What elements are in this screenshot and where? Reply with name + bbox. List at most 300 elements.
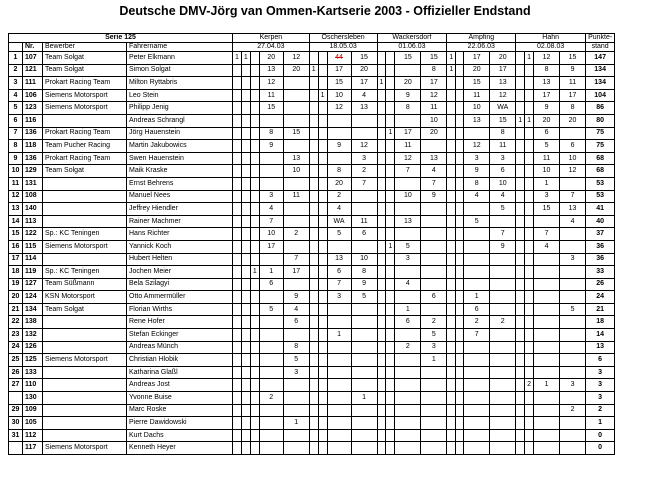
result-cell: [516, 278, 525, 291]
table-row: [9, 77, 615, 90]
table-row: [9, 253, 615, 266]
rank: 31: [9, 429, 23, 442]
result-cell: [525, 404, 534, 417]
result-cell: 1: [241, 52, 250, 65]
result-cell: 7: [259, 215, 283, 228]
team-name: [43, 429, 127, 442]
driver-name: Maik Kraske: [127, 165, 233, 178]
event-date: 02.08.03: [516, 43, 586, 52]
result-cell: [525, 442, 534, 455]
team-name: Siemens Motorsport: [43, 89, 127, 102]
result-cell: 7: [351, 177, 377, 190]
result-cell: 1: [309, 64, 318, 77]
team-name: Prokart Racing Team: [43, 127, 127, 140]
result-cell: [516, 404, 525, 417]
table-row: [9, 228, 615, 241]
result-cell: [447, 102, 456, 115]
start-number: 117: [23, 442, 43, 455]
result-cell: [309, 429, 318, 442]
table-row: [9, 379, 615, 392]
result-cell: [233, 442, 242, 455]
result-cell: 13: [490, 77, 516, 90]
result-cell: [259, 442, 283, 455]
event-date: 18.05.03: [309, 43, 377, 52]
result-cell: [241, 89, 250, 102]
result-cell: [233, 404, 242, 417]
result-cell: [318, 77, 327, 90]
result-cell: [421, 366, 447, 379]
result-cell: [534, 278, 560, 291]
rank: [9, 392, 23, 405]
result-cell: 4: [283, 303, 309, 316]
result-cell: [259, 152, 283, 165]
result-cell: [395, 442, 421, 455]
result-cell: [386, 379, 395, 392]
result-cell: 7: [490, 228, 516, 241]
result-cell: [534, 392, 560, 405]
result-cell: [377, 64, 386, 77]
result-cell: [516, 392, 525, 405]
result-cell: 3: [534, 190, 560, 203]
table-row: [9, 215, 615, 228]
event-name: Wackersdorf: [377, 34, 447, 43]
result-cell: [309, 114, 318, 127]
result-cell: 8: [327, 165, 351, 178]
result-cell: [377, 140, 386, 153]
result-cell: [309, 366, 318, 379]
result-cell: [233, 303, 242, 316]
result-cell: [421, 140, 447, 153]
team-name: [43, 341, 127, 354]
result-cell: [241, 253, 250, 266]
result-cell: [560, 127, 586, 140]
result-cell: [464, 404, 490, 417]
result-cell: 12: [490, 89, 516, 102]
result-cell: [525, 215, 534, 228]
result-cell: [318, 240, 327, 253]
result-cell: 17: [464, 52, 490, 65]
result-cell: 1: [395, 303, 421, 316]
result-cell: 2: [525, 379, 534, 392]
result-cell: [233, 366, 242, 379]
result-cell: 1: [283, 417, 309, 430]
result-cell: 8: [283, 341, 309, 354]
result-cell: [516, 303, 525, 316]
driver-name: Rainer Machmer: [127, 215, 233, 228]
points-total: 40: [586, 215, 615, 228]
result-cell: [534, 366, 560, 379]
team-name: Siemens Motorsport: [43, 354, 127, 367]
result-cell: [456, 341, 464, 354]
start-number: 138: [23, 316, 43, 329]
event-name: Hahn: [516, 34, 586, 43]
team-name: [43, 114, 127, 127]
result-cell: [447, 442, 456, 455]
result-cell: [259, 379, 283, 392]
result-cell: [516, 127, 525, 140]
result-cell: 5: [327, 228, 351, 241]
driver-name: Katharina Glaßl: [127, 366, 233, 379]
result-cell: [421, 266, 447, 279]
result-cell: 17: [395, 127, 421, 140]
points-total: 0: [586, 429, 615, 442]
result-cell: 12: [395, 152, 421, 165]
table-row: [9, 152, 615, 165]
result-cell: 2: [490, 316, 516, 329]
result-cell: [241, 303, 250, 316]
result-cell: [233, 429, 242, 442]
result-cell: 10: [283, 165, 309, 178]
result-cell: [327, 152, 351, 165]
result-cell: [560, 278, 586, 291]
result-cell: [250, 442, 259, 455]
result-cell: [464, 366, 490, 379]
result-cell: [447, 417, 456, 430]
result-cell: [525, 89, 534, 102]
driver-name: Kurt Dachs: [127, 429, 233, 442]
result-cell: [283, 329, 309, 342]
result-cell: 12: [327, 102, 351, 115]
result-cell: [250, 303, 259, 316]
result-cell: [447, 165, 456, 178]
rank: 23: [9, 329, 23, 342]
driver-name: Stefan Eckinger: [127, 329, 233, 342]
result-cell: 6: [327, 266, 351, 279]
result-cell: [377, 291, 386, 304]
result-cell: [490, 379, 516, 392]
result-cell: [250, 203, 259, 216]
result-cell: [464, 442, 490, 455]
points-total: 37: [586, 228, 615, 241]
result-cell: [327, 442, 351, 455]
result-cell: [241, 429, 250, 442]
result-cell: [250, 140, 259, 153]
result-cell: [309, 341, 318, 354]
result-cell: [283, 429, 309, 442]
points-total: 24: [586, 291, 615, 304]
result-cell: [456, 379, 464, 392]
result-cell: [560, 316, 586, 329]
result-cell: [327, 379, 351, 392]
result-cell: [318, 266, 327, 279]
result-cell: [395, 354, 421, 367]
driver-name: Simon Solgat: [127, 64, 233, 77]
result-cell: [447, 366, 456, 379]
result-cell: 8: [395, 102, 421, 115]
result-cell: 15: [259, 102, 283, 115]
result-cell: [233, 329, 242, 342]
result-cell: [534, 303, 560, 316]
result-cell: 1: [464, 291, 490, 304]
result-cell: [386, 266, 395, 279]
result-cell: 13: [395, 215, 421, 228]
result-cell: 15: [534, 203, 560, 216]
result-cell: [516, 215, 525, 228]
result-cell: 1: [525, 52, 534, 65]
rank: 15: [9, 228, 23, 241]
team-name: [43, 190, 127, 203]
rank: 5: [9, 102, 23, 115]
result-cell: [233, 203, 242, 216]
result-cell: [318, 442, 327, 455]
result-cell: 12: [560, 165, 586, 178]
result-cell: [534, 341, 560, 354]
result-cell: [534, 215, 560, 228]
result-cell: [318, 215, 327, 228]
result-cell: [309, 392, 318, 405]
points-total: 86: [586, 102, 615, 115]
result-cell: [233, 64, 242, 77]
result-cell: [283, 215, 309, 228]
result-cell: 9: [283, 291, 309, 304]
result-cell: [447, 127, 456, 140]
result-cell: [250, 417, 259, 430]
result-cell: 2: [351, 165, 377, 178]
result-cell: [560, 392, 586, 405]
result-cell: [318, 392, 327, 405]
driver-name: Andreas Schrangl: [127, 114, 233, 127]
result-cell: [456, 329, 464, 342]
result-cell: 11: [490, 140, 516, 153]
result-cell: [250, 354, 259, 367]
page-title: Deutsche DMV-Jörg van Ommen-Kartserie 2003 - Offizieller Endstand: [119, 4, 531, 18]
result-cell: 1: [534, 379, 560, 392]
result-cell: [309, 102, 318, 115]
result-cell: [283, 140, 309, 153]
table-row: [9, 114, 615, 127]
result-cell: [377, 442, 386, 455]
result-cell: [386, 341, 395, 354]
start-number: 124: [23, 291, 43, 304]
team-name: Siemens Motorsport: [43, 240, 127, 253]
result-cell: 13: [421, 152, 447, 165]
result-cell: 12: [259, 77, 283, 90]
result-cell: [516, 228, 525, 241]
result-cell: [456, 228, 464, 241]
table-row: [9, 127, 615, 140]
result-cell: [525, 278, 534, 291]
result-cell: 20: [283, 64, 309, 77]
result-cell: 20: [534, 114, 560, 127]
result-cell: WA: [490, 102, 516, 115]
result-cell: 4: [351, 89, 377, 102]
team-name: [43, 379, 127, 392]
start-number: 121: [23, 64, 43, 77]
result-cell: [447, 429, 456, 442]
driver-name: Philipp Jenig: [127, 102, 233, 115]
result-cell: 10: [421, 114, 447, 127]
result-cell: [516, 64, 525, 77]
result-cell: [386, 303, 395, 316]
nr-header: Nr.: [23, 43, 43, 52]
result-cell: [377, 417, 386, 430]
result-cell: [233, 165, 242, 178]
result-cell: 13: [464, 114, 490, 127]
result-cell: 7: [464, 329, 490, 342]
result-cell: 20: [464, 64, 490, 77]
result-cell: [250, 102, 259, 115]
rank: 26: [9, 366, 23, 379]
points-total: 53: [586, 177, 615, 190]
result-cell: [421, 404, 447, 417]
result-cell: [525, 354, 534, 367]
result-cell: [250, 165, 259, 178]
result-cell: 17: [490, 64, 516, 77]
result-cell: [386, 177, 395, 190]
result-cell: 2: [283, 228, 309, 241]
result-cell: 4: [259, 203, 283, 216]
result-cell: [516, 329, 525, 342]
rank: 18: [9, 266, 23, 279]
result-cell: [447, 253, 456, 266]
result-cell: [250, 177, 259, 190]
table-row: [9, 442, 615, 455]
result-cell: [447, 77, 456, 90]
result-cell: [241, 291, 250, 304]
result-cell: [259, 404, 283, 417]
result-cell: [395, 64, 421, 77]
result-cell: [351, 341, 377, 354]
result-cell: 12: [351, 140, 377, 153]
result-cell: [490, 291, 516, 304]
result-cell: 20: [351, 64, 377, 77]
result-cell: [327, 404, 351, 417]
rank: 29: [9, 404, 23, 417]
start-number: 123: [23, 102, 43, 115]
table-row: [9, 177, 615, 190]
result-cell: [327, 429, 351, 442]
result-cell: [351, 203, 377, 216]
driver-name: Hans Richter: [127, 228, 233, 241]
result-cell: [534, 354, 560, 367]
driver-name: Christian Hlobik: [127, 354, 233, 367]
driver-name: Marc Roske: [127, 404, 233, 417]
result-cell: [447, 228, 456, 241]
result-cell: 7: [395, 165, 421, 178]
result-cell: 9: [351, 278, 377, 291]
result-cell: [421, 228, 447, 241]
rank-header: [9, 43, 23, 52]
result-cell: [377, 278, 386, 291]
result-cell: [309, 190, 318, 203]
points-total: 134: [586, 64, 615, 77]
result-cell: [309, 228, 318, 241]
result-cell: 2: [395, 341, 421, 354]
result-cell: [560, 291, 586, 304]
table-row: [9, 404, 615, 417]
result-cell: 5: [560, 303, 586, 316]
points-total: 68: [586, 165, 615, 178]
result-cell: [233, 77, 242, 90]
result-cell: [318, 190, 327, 203]
result-cell: [525, 417, 534, 430]
result-cell: 13: [327, 253, 351, 266]
result-cell: [447, 266, 456, 279]
result-cell: 10: [490, 177, 516, 190]
result-cell: [464, 203, 490, 216]
result-cell: [233, 253, 242, 266]
result-cell: [309, 177, 318, 190]
result-cell: 1: [447, 64, 456, 77]
start-number: 132: [23, 329, 43, 342]
driver-name: Ernst Behrens: [127, 177, 233, 190]
result-cell: 8: [259, 127, 283, 140]
result-cell: [560, 429, 586, 442]
result-cell: 10: [560, 152, 586, 165]
result-cell: 4: [534, 240, 560, 253]
result-cell: [534, 253, 560, 266]
result-cell: 1: [250, 266, 259, 279]
result-cell: [377, 316, 386, 329]
result-cell: [525, 366, 534, 379]
result-cell: 6: [490, 165, 516, 178]
rank: 21: [9, 303, 23, 316]
team-name: Team Solgat: [43, 52, 127, 65]
result-cell: [259, 114, 283, 127]
result-cell: [250, 114, 259, 127]
result-cell: [395, 366, 421, 379]
result-cell: [259, 253, 283, 266]
result-cell: [377, 329, 386, 342]
result-cell: [421, 417, 447, 430]
result-cell: 4: [490, 190, 516, 203]
result-cell: 1: [233, 52, 242, 65]
result-cell: [309, 417, 318, 430]
event-date: 27.04.03: [233, 43, 310, 52]
result-cell: [516, 140, 525, 153]
result-cell: [283, 89, 309, 102]
result-cell: [377, 114, 386, 127]
driver-name: Yannick Koch: [127, 240, 233, 253]
result-cell: [516, 240, 525, 253]
points-total: 2: [586, 404, 615, 417]
team-name: Team Solgat: [43, 64, 127, 77]
result-cell: 15: [351, 52, 377, 65]
result-cell: 3: [259, 190, 283, 203]
team-name: [43, 392, 127, 405]
result-cell: [456, 278, 464, 291]
result-cell: 2: [259, 392, 283, 405]
table-row: [9, 341, 615, 354]
result-cell: [386, 64, 395, 77]
result-cell: [456, 177, 464, 190]
result-cell: [233, 278, 242, 291]
result-cell: [241, 417, 250, 430]
result-cell: [351, 303, 377, 316]
result-cell: [456, 291, 464, 304]
result-cell-struck: 44: [327, 52, 351, 65]
result-cell: [447, 354, 456, 367]
result-cell: [386, 366, 395, 379]
result-cell: [525, 177, 534, 190]
result-cell: 1: [525, 114, 534, 127]
points-total: 13: [586, 341, 615, 354]
result-cell: 17: [560, 89, 586, 102]
result-cell: [309, 266, 318, 279]
result-cell: [516, 89, 525, 102]
result-cell: [309, 404, 318, 417]
result-cell: [283, 114, 309, 127]
result-cell: [386, 52, 395, 65]
result-cell: 12: [464, 140, 490, 153]
result-cell: [525, 203, 534, 216]
result-cell: [283, 442, 309, 455]
result-cell: [250, 429, 259, 442]
result-cell: [421, 429, 447, 442]
result-cell: [447, 89, 456, 102]
result-cell: [516, 291, 525, 304]
start-number: 136: [23, 127, 43, 140]
